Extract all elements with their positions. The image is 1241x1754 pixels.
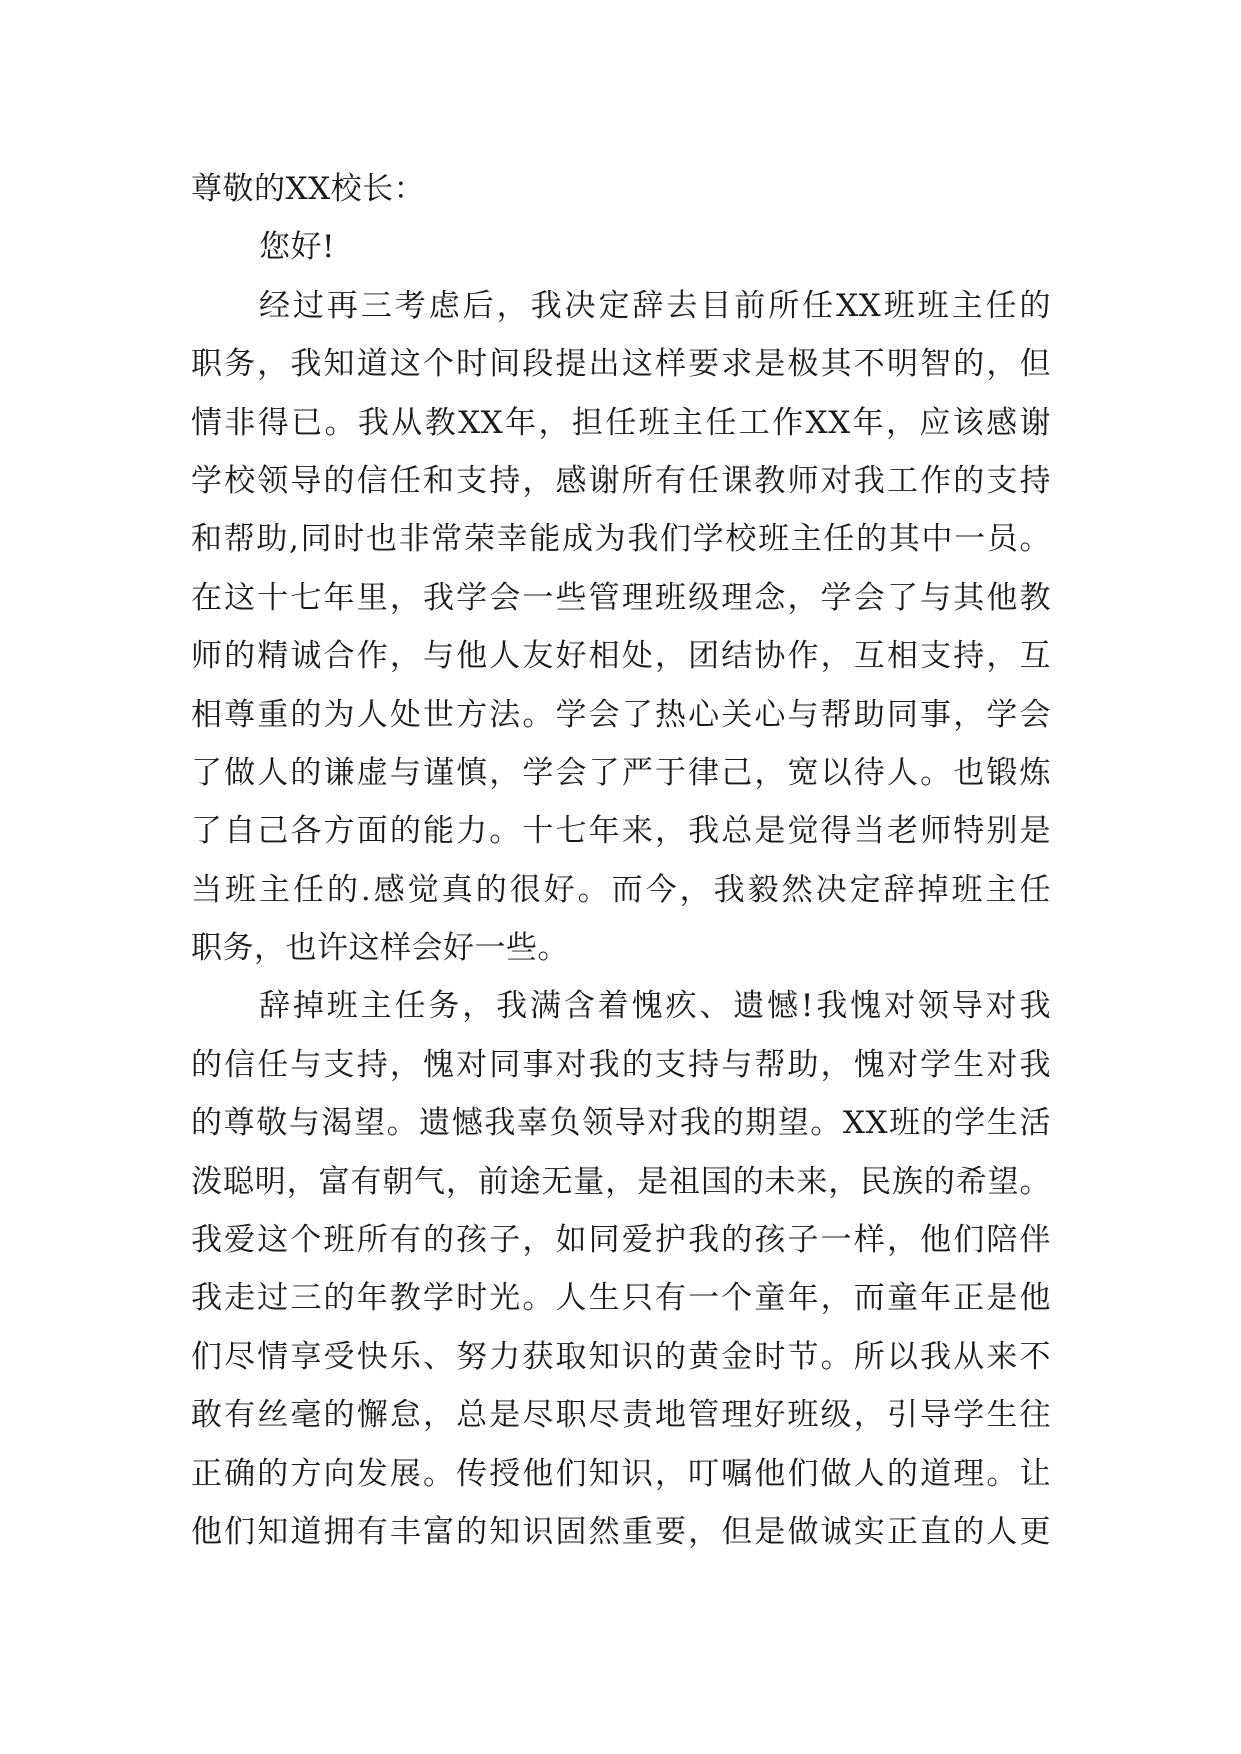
paragraph-line: 的尊敬与渴望。遗憾我辜负领导对我的期望。XX班的学生活 [191,1105,1051,1142]
paragraph-line: 学校领导的信任和支持，感谢所有任课教师对我工作的支持 [191,462,1051,499]
paragraph-line: 他们知道拥有丰富的知识固然重要，但是做诚实正直的人更 [191,1513,1051,1550]
paragraph-line: 我爱这个班所有的孩子，如同爱护我的孩子一样，他们陪伴 [191,1222,1051,1259]
paragraph-line: 情非得已。我从教XX年，担任班主任工作XX年，应该感谢 [191,404,1051,441]
paragraph-line: 敢有丝毫的懈怠，总是尽职尽责地管理好班级，引导学生往 [191,1397,1051,1434]
paragraph-line: 辞掉班主任务，我满含着愧疚、遗憾!我愧对领导对我 [259,988,1051,1025]
paragraph-line: 经过再三考虑后，我决定辞去目前所任XX班班主任的 [259,287,1051,324]
paragraph-line: 了做人的谦虚与谨慎，学会了严于律己，宽以待人。也锻炼 [191,754,1051,791]
paragraph-line: 职务，我知道这个时间段提出这样要求是极其不明智的，但 [191,346,1051,383]
paragraph-line: 和帮助,同时也非常荣幸能成为我们学校班主任的其中一员。 [191,521,1051,558]
paragraph-line: 我走过三的年教学时光。人生只有一个童年，而童年正是他 [191,1280,1051,1317]
paragraph-line: 的信任与支持，愧对同事对我的支持与帮助，愧对学生对我 [191,1046,1051,1083]
paragraph-line: 师的精诚合作，与他人友好相处，团结协作，互相支持，互 [191,638,1051,675]
letter-body [191,160,1051,1561]
paragraph-line: 相尊重的为人处世方法。学会了热心关心与帮助同事，学会 [191,696,1051,733]
salutation: 尊敬的XX校长： [191,171,426,207]
paragraph-2 [191,977,1051,1561]
paragraph-line: 在这十七年里，我学会一些管理班级理念，学会了与其他教 [191,579,1051,616]
paragraph-line: 职务，也许这样会好一些。 [191,930,569,967]
paragraph-line: 了自己各方面的能力。十七年来，我总是觉得当老师特别是 [191,813,1051,850]
paragraph-line: 们尽情享受快乐、努力获取知识的黄金时节。所以我从来不 [191,1338,1051,1375]
paragraph-line: 当班主任的.感觉真的很好。而今，我毅然决定辞掉班主任 [191,871,1051,908]
greeting: 您好! [259,229,335,266]
paragraph-1 [191,277,1051,978]
paragraph-line: 正确的方向发展。传授他们知识，叮嘱他们做人的道理。让 [191,1455,1051,1492]
paragraph-line: 泼聪明，富有朝气，前途无量，是祖国的未来，民族的希望。 [191,1163,1051,1200]
